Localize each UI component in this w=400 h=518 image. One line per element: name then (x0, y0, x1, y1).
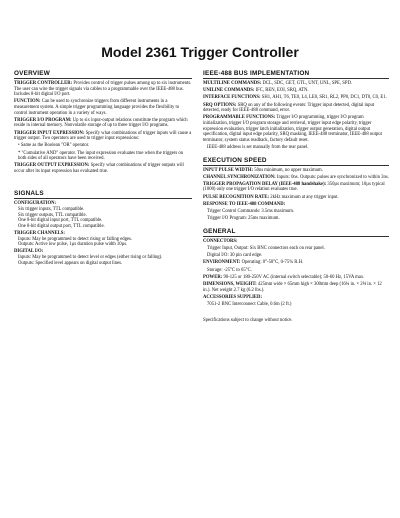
ieee-paragraph-label: MULTILINE COMMANDS: (203, 81, 262, 86)
execution-paragraph (203, 168, 389, 174)
config-line: One 8-bit digital output port, TTL compatible. (18, 223, 105, 229)
overview-paragraph-text: Up to six input-output relations constitute the program which reside in internal memory. Nonvolatile storage of up to three trigger I/O programs. (14, 117, 188, 129)
ieee-paragraph (203, 81, 389, 87)
ieee-paragraph (203, 95, 389, 101)
execution-paragraph (203, 202, 389, 208)
trigger-line: Outputs: Active low pulse, 1µs duration pulse width 10µs. (18, 242, 128, 248)
overview-paragraph-label: TRIGGER OUTPUT EXPRESSION: (14, 163, 90, 169)
overview-paragraph-label: TRIGGER I/O PROGRAM: (14, 117, 72, 123)
overview-paragraph (14, 151, 192, 162)
digital-io-subheading: DIGITAL I/O: (14, 249, 44, 255)
overview-section (14, 81, 192, 174)
general-paragraph-text: Digital I/O: 30 pin card edge. (207, 253, 263, 259)
execution-paragraph-label: PULSE RECOGNITION RATE: (203, 194, 270, 200)
execution-section (203, 168, 389, 222)
ieee-heading: IEEE-488 BUS IMPLEMENTATION (203, 70, 389, 79)
overview-paragraph-text: • Same as the Boolean "OR" operator. (18, 143, 90, 149)
ieee-paragraph-text: IEEE-488 address is set manually from the rear panel. (207, 144, 309, 150)
trigger-line: Inputs: May be programmed to detect rising or falling edges. (18, 236, 133, 242)
ieee-paragraph (203, 88, 389, 94)
ieee-paragraph (203, 115, 389, 143)
general-paragraph (203, 282, 389, 293)
left-column (14, 70, 192, 268)
config-line: Six trigger outputs, TTL compatible. (18, 212, 87, 218)
general-paragraph-text: 90-125 or 180-250V AC (internal switch selectable); 50-60 Hz, 15VA max. (223, 274, 365, 280)
ieee-paragraph-label: SRQ OPTIONS: (203, 102, 237, 108)
execution-paragraph-text: Trigger I/O Program: 25ms maximum. (207, 216, 280, 222)
footer-note: Specifications subject to change without notice. (203, 317, 293, 323)
overview-paragraph-label: FUNCTION: (14, 99, 41, 105)
config-line: One 8-bit digital input port, TTL compatible. (18, 218, 103, 224)
execution-paragraph (203, 216, 389, 222)
execution-paragraph (203, 195, 389, 201)
general-paragraph-label: DIMENSIONS, WEIGHT: (203, 281, 257, 287)
overview-paragraph (14, 118, 192, 129)
overview-paragraph (14, 99, 192, 116)
ieee-paragraph-label: PROGRAMMABLE FUNCTIONS: (203, 115, 276, 121)
execution-paragraph-text: 2kHz maximum at any trigger input. (270, 194, 339, 200)
general-paragraph (203, 295, 389, 301)
overview-paragraph-text: Specify what combinations of trigger inputs will cause a trigger output. Two operators are used to trigger input expressions: (14, 130, 192, 142)
ieee-section (203, 81, 389, 151)
execution-paragraph-text: 350µs maximum; 10µs typical (1000) only one trigger I/O relation evaluates true. (203, 181, 385, 193)
configuration-subheading: CONFIGURATION: (14, 201, 57, 207)
overview-paragraph-text: Can be used to synchronize triggers from different instruments in a measurement system. A simple trigger programming language provides the flexibility to control instrument operation in a variety of ways. (14, 99, 180, 116)
general-heading: GENERAL (203, 228, 389, 237)
overview-paragraph (14, 163, 192, 174)
general-paragraph-label: POWER: (203, 274, 223, 280)
execution-paragraph-label: CHANNEL SYNCHRONIZATION: (203, 174, 276, 180)
signals-heading: SIGNALS (14, 190, 192, 199)
execution-heading: EXECUTION SPEED (203, 157, 389, 166)
general-paragraph-label: CONNECTORS: (203, 238, 238, 244)
overview-paragraph-text: Specify what combinations of trigger outputs will occur after its input expression has evaluated true. (14, 163, 184, 174)
execution-paragraph-label: TRIGGER PROPAGATION DELAY (IEEE-488 handshake): (203, 181, 327, 187)
overview-paragraph-text: Provides control of trigger pulses among up to six instruments. The user can wire the trigger signals via cables to a programmable over the IEEE-488 bus. Includes 8-bit digital I/O port. (14, 81, 192, 98)
config-line: Six trigger inputs, TTL compatible. (18, 207, 85, 213)
ieee-paragraph (203, 145, 389, 151)
ieee-paragraph-text: Trigger I/O programming, trigger I/O program initialization, trigger I/O program storage and retrieval, trigger input edge polarity, trigger expression evaluation, trigger latch initialization, trigger output generation, digital output specification, digital input edge polarity, SRQ masking, IEEE-488 terminator, IEEE-488 output terminator, system status readback, factory default reset. (203, 115, 382, 143)
overview-paragraph-label: TRIGGER CONTROLLER: (14, 81, 73, 86)
execution-paragraph-text: 50ns minimum, no upper maximum. (254, 167, 323, 173)
execution-paragraph (203, 182, 389, 193)
general-paragraph (203, 246, 389, 252)
general-paragraph-label: ACCESSORIES SUPPLIED: (203, 294, 262, 300)
execution-paragraph-label: RESPONSE TO IEEE-488 COMMAND: (203, 201, 286, 207)
general-paragraph (203, 275, 389, 281)
general-paragraph-text: 7051-2 BNC Interconnect Cable, 0.6m (2 ft.) (207, 301, 292, 307)
ieee-paragraph-text: SH1, AH1, T6, TE0, L4, LE0, SR1, RL2, PP0, DC1, DT0, C0, E1. (261, 95, 387, 101)
ieee-paragraph (203, 103, 389, 114)
ieee-paragraph-text: SRQ on any of the following events: Trigger input detected, digital input detected, ready for IEEE-488 command, error. (203, 102, 375, 114)
general-paragraph-text: Operating: 0°-50°C, 0-75% R.H. (241, 260, 304, 266)
general-paragraph (203, 239, 389, 245)
overview-heading: OVERVIEW (14, 70, 192, 79)
ieee-paragraph-label: UNILINE COMMANDS: (203, 88, 255, 94)
general-paragraph-label: ENVIRONMENT: (203, 260, 241, 266)
execution-paragraph (203, 175, 389, 181)
general-paragraph (203, 253, 389, 259)
general-section (203, 239, 389, 308)
overview-paragraph (14, 143, 192, 149)
general-paragraph-text: Storage: -25°C to 65°C. (207, 267, 252, 273)
trigger-channels-subheading: TRIGGER CHANNELS: (14, 231, 65, 237)
ieee-paragraph-text: IFC, REN, EOI, SRQ, ATN. (255, 88, 309, 94)
overview-paragraph (14, 131, 192, 142)
general-paragraph (203, 260, 389, 266)
execution-paragraph-text: Inputs: 0ns. Outputs: pulses are synchronized to within 3ns. (276, 174, 389, 180)
overview-paragraph-label: TRIGGER INPUT EXPRESSION: (14, 130, 85, 136)
ieee-paragraph-text: DCL, SDC, GET, GTL, UNT, UNL, SPE, SPD. (262, 81, 353, 86)
general-paragraph-text: Trigger Input, Output: Six BNC connectors each on rear panel. (207, 246, 325, 251)
right-column (203, 70, 389, 325)
overview-paragraph-text: * "Cumulative AND" operator. The input expression evaluates true when the triggers on both sides of all operators have been received. (18, 150, 184, 162)
execution-paragraph-label: INPUT PULSE WIDTH: (203, 167, 254, 173)
overview-paragraph (14, 81, 192, 98)
digital-line: Inputs: May be programmed to detect level or edges (either rising or falling). (18, 255, 163, 260)
digital-line: Outputs: Specified level appears on digital output lines. (18, 260, 123, 266)
execution-paragraph (203, 209, 389, 215)
execution-paragraph-text: Trigger Control Commands: 3.5ms maximum. (207, 209, 295, 215)
general-paragraph (203, 302, 389, 308)
page-title: Model 2361 Trigger Controller (101, 44, 299, 60)
general-paragraph (203, 268, 389, 274)
ieee-paragraph-label: INTERFACE FUNCTIONS: (203, 95, 261, 101)
general-paragraph-text: 425mm wide × 65mm high × 300mm deep (16¾ in. × 2⅝ in. × 12 in.). Net weight 2.7 kg (6.2 lbs.). (203, 281, 382, 293)
